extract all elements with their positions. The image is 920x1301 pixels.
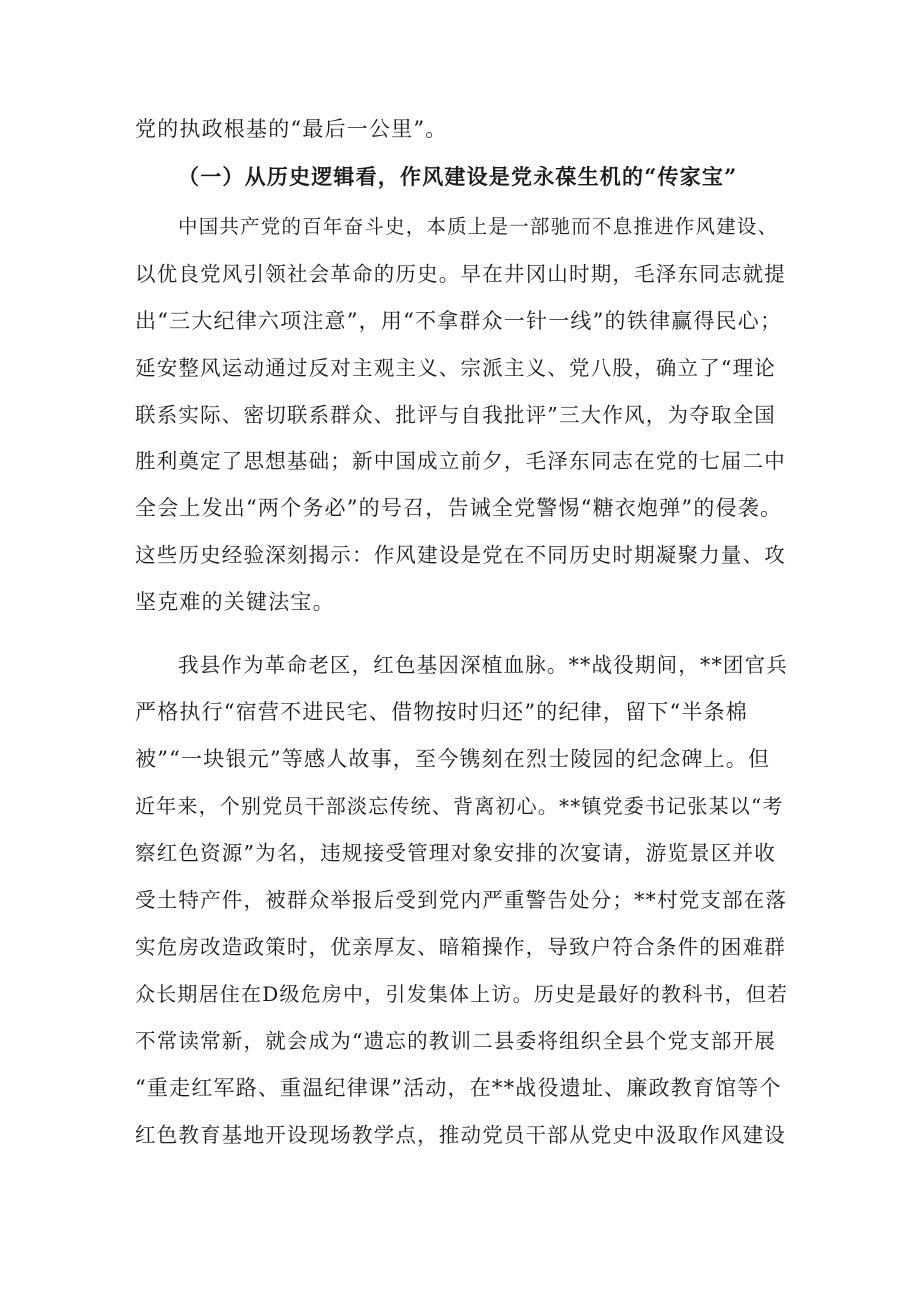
- intro-line: 党的执政根基的“最后一公里”。: [135, 117, 448, 141]
- paragraph-line: 众长期居住在D级危房中，引发集体上访。历史是最好的教科书，但若: [135, 982, 789, 1006]
- paragraph-line: “重走红军路、重温纪律课”活动，在**战役遗址、廉政教育馆等个: [135, 1076, 782, 1100]
- paragraph-line: 不常读常新，就会成为“遗忘的教训二县委将组织全县个党支部开展: [135, 1029, 776, 1053]
- paragraph-line: 我县作为革命老区，红色基因深植血脉。**战役期间，**团官兵: [178, 653, 788, 677]
- paragraph-line: 被”“一块银元”等感人故事，至今镌刻在烈士陵园的纪念碑上。但: [135, 747, 771, 771]
- paragraph-line: 联系实际、密切联系群众、批评与自我批评”三大作风，为夺取全国: [135, 403, 776, 427]
- paragraph-line: 受土特产件，被群众举报后受到党内严重警告处分；**村党支部在落: [135, 888, 788, 912]
- paragraph-line: 中国共产党的百年奋斗史，本质上是一部驰而不息推进作风建设、: [178, 215, 779, 238]
- paragraph-line: 坚克难的关键法宝。: [135, 590, 335, 614]
- paragraph-line: 实危房改造政策时，优亲厚友、暗箱操作，导致户符合条件的困难群: [135, 935, 786, 959]
- section-heading: （一）从历史逻辑看，作风建设是党永葆生机的“传家宝”: [178, 164, 738, 189]
- paragraph-line: 胜利奠定了思想基础；新中国成立前夕，毛泽东同志在党的七届二中: [135, 449, 786, 473]
- paragraph-line: 这些历史经验深刻揭示：作风建设是党在不同历史时期凝聚力量、攻: [135, 543, 786, 567]
- paragraph-line: 察红色资源”为名，违规接受管理对象安排的次宴请，游览景区并收: [135, 841, 776, 865]
- paragraph-line: 近年来，个别党员干部淡忘传统、背离初心。**镇党委书记张某以“考: [135, 794, 784, 818]
- paragraph-line: 以优良党风引领社会革命的历史。早在井冈山时期，毛泽东同志就提: [135, 262, 786, 286]
- paragraph-line: 红色教育基地开设现场教学点，推动党员干部从党史中汲取作风建设: [135, 1123, 786, 1147]
- paragraph-line: 全会上发出“两个务必”的号召，告诫全党警惕“糖衣炮弹”的侵袭。: [135, 496, 783, 520]
- paragraph-line: 出“三大纪律六项注意”，用“不拿群众一针一线”的铁律赢得民心；: [135, 309, 783, 333]
- paragraph-line: 延安整风运动通过反对主观主义、宗派主义、党八股，确立了“理论: [135, 356, 776, 380]
- paragraph-line: 严格执行“宿营不进民宅、借物按时归还”的纪律，留下“半条棉: [135, 700, 749, 724]
